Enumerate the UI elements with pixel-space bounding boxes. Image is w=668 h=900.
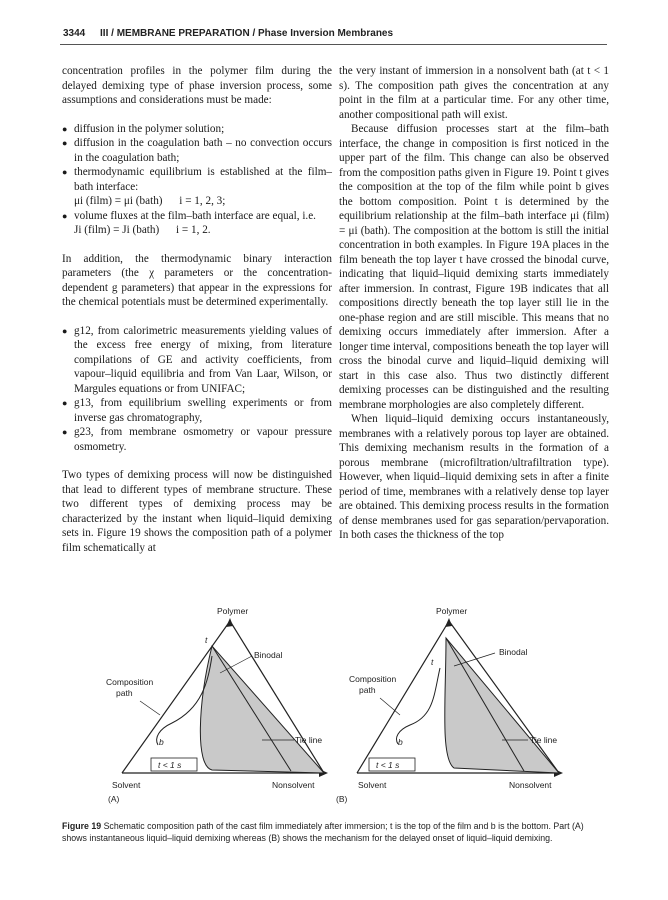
bottom-point-label-b: b xyxy=(398,737,403,747)
top-point-label-a: t xyxy=(205,635,208,645)
composition-path-label-a: path xyxy=(116,688,133,698)
intro-paragraph: concentration profiles in the polymer film during the delayed demixing type of phase inversion process, some assumptions and considerations must be made: xyxy=(62,65,332,106)
binodal-label-b: Binodal xyxy=(499,647,528,657)
nonsolvent-label-a: Nonsolvent xyxy=(272,780,315,790)
solvent-label-b: Solvent xyxy=(358,780,387,790)
composition-path-label-a: Composition xyxy=(106,677,154,687)
left-column xyxy=(62,64,332,555)
polymer-label-a: Polymer xyxy=(217,606,249,616)
assumption-item: ● diffusion in the coagulation bath – no convection occurs in the coagulation bath; xyxy=(62,136,332,165)
tie-line-label-b: Tie line xyxy=(530,735,558,745)
figure-caption-text: Schematic composition path of the cast film immediately after immersion; t is the top of the film and b is the bottom. Part (A) shows instantaneous liquid–liquid demixing whereas (B) shows the mechanism for the delayed onset of liquid–liquid demixing. xyxy=(62,821,584,843)
composition-path-curve-b xyxy=(397,668,441,744)
immersion-paragraph: the very instant of immersion in a nonsolvent bath (at t < 1 s). The composition path gives the concentration at any point in the film at a particular time. For any other time, another compositional path will exist. xyxy=(339,65,609,121)
panel-label-b: (B) xyxy=(336,794,348,804)
time-label-b: t < 1 s xyxy=(376,760,400,770)
top-point-label-b: t xyxy=(431,657,434,667)
binodal-region-b xyxy=(445,638,559,773)
polymer-arrow-b xyxy=(445,618,452,627)
interaction-parameters-paragraph: In addition, the thermodynamic binary interaction parameters (the χ parameters or the concentration-dependent g parameters) that appear in the expressions for the chemical potentials must be determined experimentally. xyxy=(62,252,332,308)
equation-flux: Ji (film) = Ji (bath) i = 1, 2. xyxy=(74,224,211,236)
bottom-point-label-a: b xyxy=(159,737,164,747)
page-number: 3344 xyxy=(63,28,86,39)
morphology-paragraph: When liquid–liquid demixing occurs instantaneously, membranes with a relatively porous top layer are obtained. This demixing mechanism results in the formation of a porous membrane (microfiltration/ultrafiltration type). However, when liquid–liquid demixing sets in after a finite period of time, membranes with a relatively dense top layer are obtained. This demixing process results in the formation of dense membranes used for gas separation/pervaporation. In both cases the thickness of the top xyxy=(339,413,609,541)
right-column xyxy=(339,64,609,543)
running-header xyxy=(63,28,393,39)
equation-chemical-potential: μi (film) = μi (bath) i = 1, 2, 3; xyxy=(74,195,226,207)
demixing-paragraph: Two types of demixing process will now be distinguished that lead to different types of membrane structure. These two different types of demixing process may be characterized by the instant when liquid–liquid demixing sets in. Figure 19 shows the composition path of a polymer film schematically at xyxy=(62,469,332,554)
composition-path-leader-a xyxy=(140,701,160,715)
solvent-polymer-axis-b xyxy=(357,621,449,773)
assumption-item: ● volume fluxes at the film–bath interface are equal, i.e. xyxy=(62,209,332,224)
parameter-item: ● g12, from calorimetric measurements yielding values of the excess free energy of mixing, from literature compilations of GE and activity coefficients, from vapour–liquid equilibria and from Van Laar, Wilson, or Margules equations or from UNIFAC; xyxy=(62,324,332,397)
time-label-a: t < 1 s xyxy=(158,760,182,770)
parameter-item: ● g13, from equilibrium swelling experiments or from inverse gas chromatography, xyxy=(62,396,332,425)
composition-path-label-b: Composition xyxy=(349,674,397,684)
binodal-label-a: Binodal xyxy=(254,650,283,660)
figure-caption-label: Figure 19 xyxy=(62,821,102,831)
running-title: III / MEMBRANE PREPARATION / Phase Inversion Membranes xyxy=(100,28,394,39)
nonsolvent-label-b: Nonsolvent xyxy=(509,780,552,790)
panel-label-a: (A) xyxy=(108,794,120,804)
figure-19 xyxy=(62,598,607,813)
diffusion-paragraph: Because diffusion processes start at the film–bath interface, the change in composition is first noticed in the upper part of the film. This change can also be observed from the composition paths given in Figure 19. Point t gives the composition at the top of the film while point b gives the bottom composition. Point t is determined by the equilibrium relationship at the film–bath interface μi (film) = μi (bath). The composition at the bottom is still the initial concentration in both examples. In Figure 19A places in the film beneath the top layer t have crossed the binodal curve, indicating that liquid–liquid demixing starts immediately after immersion. In contrast, Figure 19B indicates that all compositions directly beneath the top layer still lie in the one-phase region and are still miscible. This means that no demixing occurs immediately after immersion. After a longer time interval, compositions beneath the top layer will cross the binodal curve and liquid–liquid demixing will start in this case also. Thus two distinctly different demixing processes can be distinguished and the resulting membrane morphologies are also completely different. xyxy=(339,123,609,411)
assumption-item: ● thermodynamic equilibrium is established at the film–bath interface: xyxy=(62,165,332,194)
composition-path-label-b: path xyxy=(359,685,376,695)
binodal-region-a xyxy=(200,646,324,773)
header-rule xyxy=(60,44,607,45)
figure-caption xyxy=(62,820,607,844)
parameter-item: ● g23, from membrane osmometry or vapour pressure osmometry. xyxy=(62,425,332,454)
ternary-diagram-a xyxy=(106,606,328,804)
ternary-diagram-b xyxy=(336,606,563,804)
assumption-item: ● diffusion in the polymer solution; xyxy=(62,122,332,137)
polymer-arrow-a xyxy=(226,618,233,627)
tie-line-label-a: Tie line xyxy=(295,735,323,745)
solvent-label-a: Solvent xyxy=(112,780,141,790)
polymer-label-b: Polymer xyxy=(436,606,468,616)
